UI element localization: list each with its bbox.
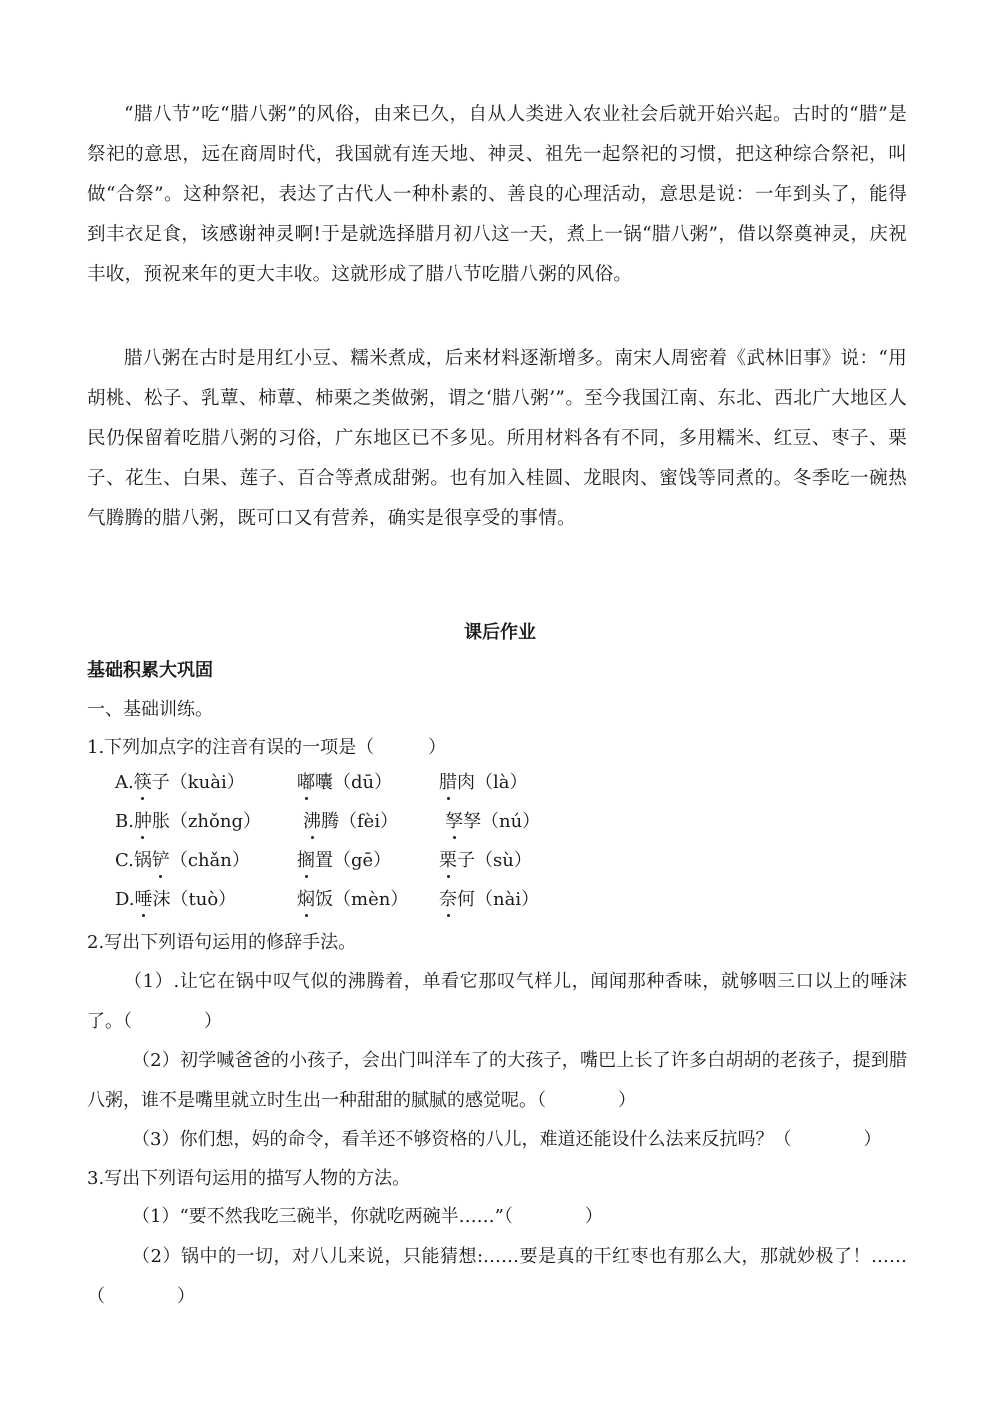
option-d-item-1 xyxy=(115,887,236,913)
option-post: 子（kuài） xyxy=(151,772,245,793)
passage-paragraph-2: 腊八粥在古时是用红小豆、糯米煮成，后来材料逐渐增多。南宋人周密着《武林旧事》说：“用胡桃、松子、乳蕈、柿蕈、柿栗之类做粥，谓之‘腊八粥’”。至今我国江南、东北、西北广大地区人民仍保留着吃腊八粥的习俗，广东地区已不多见。所用材料各有不同，多用糯米、红豆、枣子、栗子、花生、白果、莲子、百合等煮成甜粥。也有加入桂圆、龙眼肉、蜜饯等同煮的。冬季吃一碗热气腾腾的腊八粥，既可口又有营养，确实是很享受的事情。 xyxy=(87,348,907,529)
option-a-item-2 xyxy=(297,770,392,796)
dotted-char: 铲 xyxy=(151,850,170,871)
option-b-item-2 xyxy=(303,809,398,835)
option-d-item-3 xyxy=(439,887,539,913)
dotted-char: 唾 xyxy=(134,889,153,910)
option-label: A. xyxy=(115,772,134,793)
option-c-item-2 xyxy=(297,848,391,874)
option-post: 何（nài） xyxy=(457,889,540,910)
question-3-sentence-1: （1）“要不然我吃三碗半，你就吃两碗半……”（ ） xyxy=(132,1206,603,1227)
option-label: D. xyxy=(115,889,135,910)
option-post: 腾（fèi） xyxy=(321,811,399,832)
option-post: 置（gē） xyxy=(315,850,392,871)
dotted-char: 栗 xyxy=(439,850,457,871)
option-d-item-2 xyxy=(297,887,408,913)
dotted-char: 腊 xyxy=(439,772,457,793)
dotted-char: 嘟 xyxy=(297,772,315,793)
dotted-char: 奈 xyxy=(439,889,457,910)
dotted-char: 沸 xyxy=(303,811,321,832)
homework-title: 课后作业 xyxy=(464,622,536,643)
option-post: 孥（nú） xyxy=(463,811,541,832)
dotted-char: 孥 xyxy=(445,811,463,832)
question-1-stem: 1.下列加点字的注音有误的一项是（ ） xyxy=(87,737,447,758)
question-3-sentence-2: （2）锅中的一切，对八儿来说，只能猜想:……要是真的干红枣也有那么大，那就妙极了！……（ ） xyxy=(87,1246,907,1307)
dotted-char: 搁 xyxy=(297,850,315,871)
option-post: 饭（mèn） xyxy=(315,889,409,910)
option-post: 沫（tuò） xyxy=(152,889,237,910)
option-label: B. xyxy=(115,811,134,832)
question-2-sentence-3: （3）你们想，妈的命令，看羊还不够资格的八儿，难道还能设什么法来反抗吗？（ ） xyxy=(132,1129,882,1150)
option-a-item-3 xyxy=(439,770,528,796)
passage-paragraph-1: “腊八节”吃“腊八粥”的风俗，由来已久，自从人类进入农业社会后就开始兴起。古时的“腊”是祭祀的意思，远在商周时代，我国就有连天地、神灵、祖先一起祭祀的习惯，把这种综合祭祀，叫做“合祭”。这种祭祀，表达了古代人一种朴素的、善良的心理活动，意思是说：一年到头了，能得到丰衣足食，该感谢神灵啊!于是就选择腊月初八这一天，煮上一锅“腊八粥”，借以祭奠神灵，庆祝丰收，预祝来年的更大丰收。这就形成了腊八节吃腊八粥的风俗。 xyxy=(87,104,907,285)
option-pre: 锅 xyxy=(133,850,152,871)
option-post: 肉（là） xyxy=(457,772,528,793)
question-3-stem: 3.写出下列语句运用的描写人物的方法。 xyxy=(87,1168,411,1189)
option-post: 子（sù） xyxy=(457,850,532,871)
option-b-item-3 xyxy=(445,809,540,835)
option-c-item-1 xyxy=(115,848,250,874)
dotted-char: 焖 xyxy=(297,889,315,910)
option-label: C. xyxy=(115,850,134,871)
part-heading: 一、基础训练。 xyxy=(87,699,213,720)
option-post: 胀（zhǒng） xyxy=(151,811,261,832)
section-heading: 基础积累大巩固 xyxy=(87,660,213,681)
question-2-stem: 2.写出下列语句运用的修辞手法。 xyxy=(87,932,357,953)
option-a-item-1 xyxy=(115,770,245,796)
option-c-item-3 xyxy=(439,848,532,874)
option-b-item-1 xyxy=(115,809,261,835)
dotted-char: 肿 xyxy=(133,811,152,832)
question-2-sentence-2: （2）初学喊爸爸的小孩子，会出门叫洋车了的大孩子，嘴巴上长了许多白胡胡的老孩子，提到腊八粥，谁不是嘴里就立时生出一种甜甜的腻腻的感觉呢。（ ） xyxy=(87,1050,907,1111)
option-post: 囔（dū） xyxy=(315,772,393,793)
dotted-char: 筷 xyxy=(133,772,152,793)
question-2-sentence-1: （1）.让它在锅中叹气似的沸腾着，单看它那叹气样儿，闻闻那种香味，就够咽三口以上的唾沫了。（ ） xyxy=(87,971,907,1032)
option-post: （chǎn） xyxy=(169,850,250,871)
